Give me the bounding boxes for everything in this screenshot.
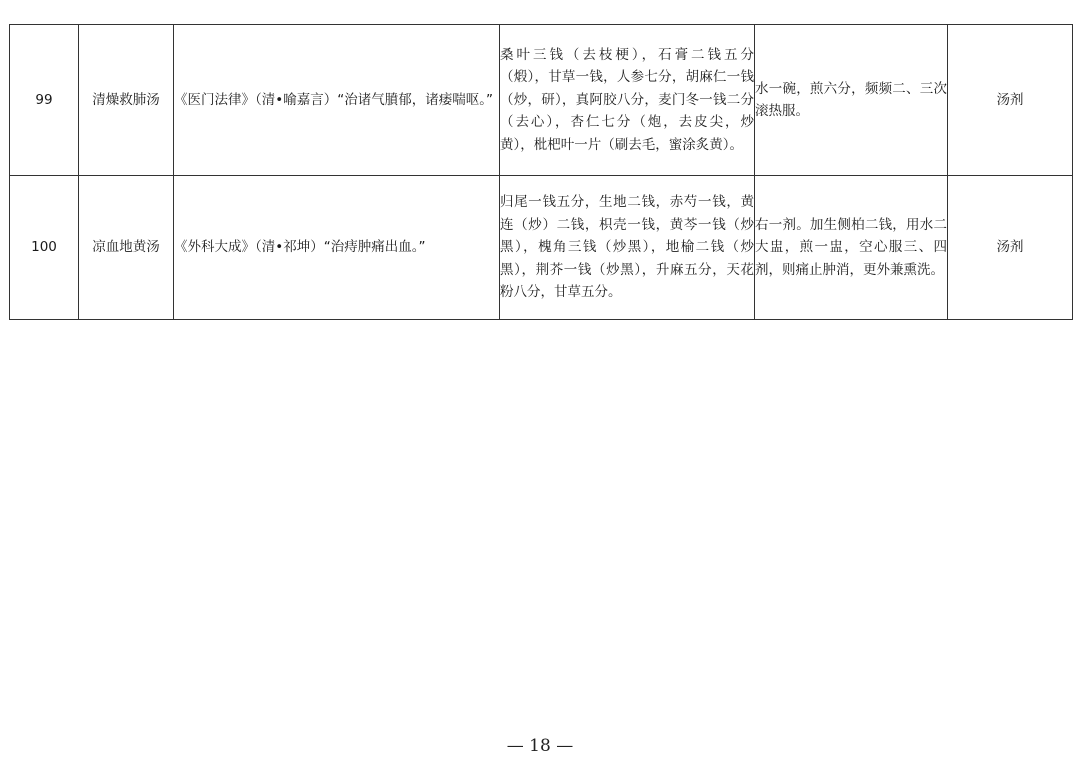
prescription-name-cell: 凉血地黄汤: [79, 176, 174, 320]
row-number-cell: 99: [10, 25, 79, 176]
composition-cell: 桑叶三钱（去枝梗），石膏二钱五分（煅），甘草一钱，人参七分，胡麻仁一钱（炒，研），真阿胶八分，麦门冬一钱二分（去心），杏仁七分（炮，去皮尖，炒黄），枇杷叶一片（刷去毛，蜜涂炙黄）。: [500, 25, 755, 176]
dosage-form-cell: 汤剂: [948, 176, 1073, 320]
prescription-name-cell: 清燥救肺汤: [79, 25, 174, 176]
source-cell: 《外科大成》（清•祁坤）“治痔肿痛出血。”: [174, 176, 500, 320]
usage-cell: 右一剂。加生侧柏二钱，用水二大盅，煎一盅，空心服三、四剂，则痛止肿消，更外兼熏洗。: [755, 176, 948, 320]
page-number: — 18 —: [506, 736, 574, 756]
prescription-table: [9, 24, 1073, 320]
source-cell: 《医门法律》（清•喻嘉言）“治诸气膹郁，诸痿喘呕。”: [174, 25, 500, 176]
table-row: [10, 25, 1073, 176]
table-row: [10, 176, 1073, 320]
composition-cell: 归尾一钱五分，生地二钱，赤芍一钱，黄连（炒）二钱，枳壳一钱，黄芩一钱（炒黑），槐角三钱（炒黑），地榆二钱（炒黑），荆芥一钱（炒黑），升麻五分，天花粉八分，甘草五分。: [500, 176, 755, 320]
usage-cell: 水一碗，煎六分，频频二、三次滚热服。: [755, 25, 948, 176]
dosage-form-cell: 汤剂: [948, 25, 1073, 176]
row-number-cell: 100: [10, 176, 79, 320]
